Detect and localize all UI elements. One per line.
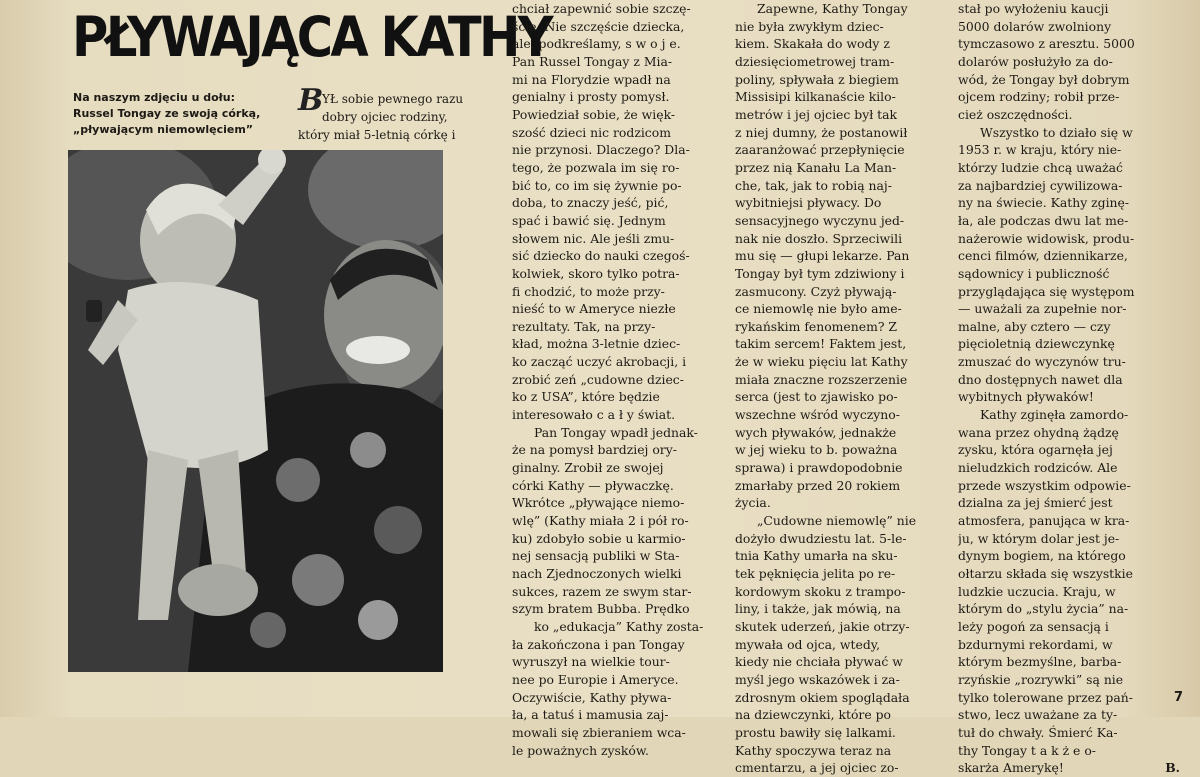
column-line: Pan Russel Tongay z Mia-: [512, 53, 673, 69]
page-number: 7: [1174, 690, 1184, 705]
column-line: ginalny. Zrobił ze swojej: [512, 460, 664, 476]
column-line: wód, że Tongay był dobrym: [958, 71, 1130, 87]
column-line: ła, ale podczas dwu lat me-: [958, 212, 1129, 228]
column-line: mu się — głupi lekarze. Pan: [735, 248, 910, 264]
column-line: ce niemowlę nie było ame-: [735, 301, 902, 317]
column-line: chciał zapewnić sobie szczę-: [512, 1, 691, 16]
column-line: wana przez ohydną żądzę: [958, 424, 1119, 440]
column-line: przez nią Kanału La Man-: [735, 159, 897, 175]
column-line: Missisipi kilkanaście kilo-: [735, 89, 896, 105]
column-line: dynym bogiem, na którego: [958, 548, 1126, 564]
column-line: liny, i także, jak mówią, na: [735, 601, 901, 617]
column-line: genialny i prosty pomysł.: [512, 89, 670, 105]
column-line: którzy ludzie chcą uważać: [958, 159, 1123, 175]
column-line: kład, można 3-letnie dziec-: [512, 336, 681, 352]
column-line: ku) zdobyło sobie u karmio-: [512, 530, 686, 546]
intro-line: dobry ojciec rodziny,: [322, 110, 448, 124]
column-line: ła, a tatuś i mamusia zaj-: [512, 707, 669, 723]
caption-line: „pływającym niemowlęciem”: [73, 123, 254, 136]
column-line: przede wszystkim odpowie-: [958, 477, 1131, 493]
column-line: nieludzkich rodziców. Ale: [958, 460, 1118, 476]
column-line: mywała od ojca, wtedy,: [735, 636, 881, 652]
text-column-1: [512, 0, 722, 759]
column-line: dziesięciometrowej tram-: [735, 53, 895, 69]
column-line: „Cudowne niemowlę” nie: [757, 513, 917, 529]
column-line: skarża Amerykę!: [958, 760, 1064, 776]
column-line: nach Zjednoczonych wielki: [512, 566, 682, 581]
column-line: dzialna za jej śmierć jest: [958, 495, 1113, 511]
column-line: Oczywiście, Kathy pływa-: [512, 689, 672, 705]
column-line: dożyło dwudziestu lat. 5-le-: [735, 530, 907, 546]
column-line: metrów i jej ojciec był tak: [735, 106, 898, 122]
column-line: nee po Europie i Ameryce.: [512, 671, 679, 687]
column-line: Wkrótce „pływające niemo-: [512, 495, 685, 511]
column-line: tylko tolerowane przez pań-: [958, 689, 1133, 705]
column-line: Tongay był tym zdziwiony i: [735, 265, 905, 281]
column-line: nieść to w Ameryce niezłe: [512, 301, 676, 317]
column-line: rykańskim fenomenem? Z: [735, 318, 898, 334]
column-line: zmarłaby przed 20 rokiem: [735, 477, 901, 493]
column-line: ny na świecie. Kathy zginę-: [958, 195, 1130, 211]
column-line: życia.: [735, 495, 771, 511]
column-line: sprawa) i prawdopodobnie: [735, 460, 903, 476]
column-line: wybitnych pływaków!: [958, 389, 1094, 405]
column-line: stwo, lecz uważane za ty-: [958, 707, 1118, 723]
author-signature: B.: [1165, 760, 1180, 776]
column-line: skutek uderzeń, jakie otrzy-: [735, 618, 910, 634]
column-line: tego, że pozwala im się ro-: [512, 159, 680, 175]
column-line: 5000 dolarów zwolniony: [958, 18, 1112, 34]
column-line: córki Kathy — pływaczkę.: [512, 477, 674, 493]
column-line: szym bratem Bubba. Prędko: [512, 601, 690, 617]
column-line: ko zacząć uczyć akrobacji, i: [512, 354, 687, 370]
column-line: fi chodzić, to może przy-: [512, 283, 665, 299]
column-line: ko z USA”, które będzie: [512, 389, 660, 405]
column-line: wych pływaków, jednakże: [735, 424, 897, 440]
article-title: PŁYWAJĄCA KATHY: [72, 5, 551, 69]
column-line: mi na Florydzie wpadł na: [512, 71, 671, 87]
column-line: za najbardziej cywilizowa-: [958, 177, 1123, 193]
column-line: kolwiek, skoro tylko potra-: [512, 265, 680, 281]
column-line: Pan Tongay wpadł jednak-: [534, 424, 698, 440]
column-line: słowem nic. Ale jeśli zmu-: [512, 230, 675, 246]
column-line: ła zakończona i pan Tongay: [512, 636, 685, 652]
intro-line: który miał 5-letnią córkę i: [298, 128, 456, 142]
column-line: rezultaty. Tak, na przy-: [512, 318, 656, 334]
column-line: dno dostępnych nawet dla: [958, 371, 1123, 387]
column-line: ale, podkreślamy, s w o j e.: [512, 36, 681, 52]
column-line: stał po wyłożeniu kaucji: [958, 1, 1109, 16]
column-line: pięcioletnią dziewczynkę: [958, 336, 1115, 352]
column-line: tnia Kathy umarła na sku-: [735, 548, 898, 564]
column-line: kiedy nie chciała pływać w: [735, 654, 903, 670]
column-line: zdrosnym okiem spoglądała: [735, 689, 910, 705]
column-line: Wszystko to działo się w: [980, 124, 1133, 140]
column-line: wlę” (Kathy miała 2 i pół ro-: [512, 513, 689, 529]
column-line: zysku, która ogarnęła jej: [958, 442, 1113, 458]
column-line: interesowało c a ł y świat.: [512, 407, 676, 423]
column-line: prostu bawiły się lalkami.: [735, 724, 896, 740]
column-line: nie była zwykłym dziec-: [735, 18, 884, 34]
column-line: — uważali za zupełnie nor-: [958, 301, 1127, 317]
column-line: 1953 r. w kraju, który nie-: [958, 142, 1122, 158]
column-line: atmosfera, panująca w kra-: [958, 513, 1130, 529]
column-line: zmuszać do wyczynów tru-: [958, 354, 1126, 370]
text-column-3: [958, 0, 1180, 777]
column-line: miała znaczne rozszerzenie: [735, 371, 908, 387]
column-line: tymczasowo z aresztu. 5000: [958, 36, 1135, 52]
column-line: rzyńskie „rozrywki” są nie: [958, 671, 1124, 687]
caption-line: Russel Tongay ze swoją córką,: [73, 107, 261, 120]
column-line: nażerowie widowisk, produ-: [958, 230, 1135, 246]
column-line: szość dzieci nic rodzicom: [512, 124, 671, 140]
column-line: zrobić zeń „cudowne dziec-: [512, 371, 684, 387]
column-line: sukces, razem ze swym star-: [512, 583, 692, 599]
column-line: sądownicy i publiczność: [958, 265, 1110, 281]
column-line: mowali się zbieraniem wca-: [512, 724, 686, 740]
column-line: tek pęknięcia jelita po re-: [735, 566, 896, 581]
column-line: Powiedział sobie, że więk-: [512, 106, 676, 122]
column-line: bić to, co im się żywnie po-: [512, 177, 682, 193]
text-column-2: [735, 0, 947, 777]
column-line: spać i bawić się. Jednym: [512, 212, 666, 228]
column-line: z niej dumny, że postanowił: [735, 124, 908, 140]
column-line: Zapewne, Kathy Tongay: [757, 1, 908, 16]
caption-line: Na naszym zdjęciu u dołu:: [73, 91, 235, 104]
column-line: dolarów posłużyło za do-: [958, 53, 1113, 69]
column-line: takim sercem! Faktem jest,: [735, 336, 907, 352]
column-line: malne, aby cztero — czy: [958, 318, 1111, 334]
column-line: w jej wieku to b. poważna: [735, 442, 898, 458]
column-line: kiem. Skakała do wody z: [735, 36, 890, 52]
column-line: którym bezmyślne, barba-: [958, 654, 1122, 670]
column-line: ko „edukacja” Kathy zosta-: [534, 618, 704, 634]
column-line: nej sensacją publiki w Sta-: [512, 548, 680, 564]
column-line: ście. Nie szczęście dziecka,: [512, 18, 685, 34]
column-line: che, tak, jak to robią naj-: [735, 177, 892, 193]
column-line: nie przynosi. Dlaczego? Dla-: [512, 142, 690, 158]
column-line: przyglądająca się występom: [958, 283, 1135, 299]
column-line: leży pogoń za sensacją i: [958, 618, 1109, 634]
photo-illustration: [68, 150, 443, 672]
column-line: ojcem rodziny; robił prze-: [958, 89, 1120, 105]
column-line: doba, to znaczy jeść, pić,: [512, 195, 669, 211]
column-line: którym do „stylu życia” na-: [958, 601, 1129, 617]
column-line: le poważnych zysków.: [512, 742, 649, 758]
column-line: wybitniejsi pływacy. Do: [735, 195, 882, 211]
column-line: tuł do chwały. Śmierć Ka-: [958, 724, 1118, 740]
column-line: że w wieku pięciu lat Kathy: [735, 354, 908, 370]
photo-father-and-daughter: [68, 150, 443, 672]
column-line: nak nie doszło. Sprzeciwili: [735, 230, 903, 246]
column-line: Kathy spoczywa teraz na: [735, 742, 892, 758]
column-line: myśl jego wskazówek i za-: [735, 671, 900, 687]
column-line: ludzkie uczucia. Kraju, w: [958, 583, 1116, 599]
column-line: thy Tongay t a k ż e o-: [958, 742, 1096, 758]
column-line: wszechne wśród wyczyno-: [735, 407, 900, 423]
column-line: ju, w którym dolar jest je-: [958, 530, 1120, 546]
column-line: bzdurnymi rekordami, w: [958, 636, 1113, 652]
column-line: ołtarzu składa się wszystkie: [958, 566, 1133, 581]
column-line: zaaranżować przepłynięcie: [735, 142, 905, 158]
photo-caption: [73, 90, 285, 138]
column-line: cenci filmów, dziennikarze,: [958, 248, 1128, 264]
intro-paragraph: [298, 90, 498, 144]
column-line: na dziewczynki, które po: [735, 707, 891, 723]
column-line: poliny, spływała z biegiem: [735, 71, 899, 87]
column-line: serca (jest to zjawisko po-: [735, 389, 898, 405]
column-line: że na pomysł bardziej ory-: [512, 442, 677, 458]
column-line: kordowym skoku z trampo-: [735, 583, 906, 599]
column-line: sić dziecko do nauki czegoś-: [512, 248, 690, 264]
drop-cap: B: [298, 83, 324, 118]
column-line: cmentarzu, a jej ojciec zo-: [735, 760, 899, 776]
intro-line: YŁ sobie pewnego razu: [322, 92, 464, 106]
column-line: zasmucony. Czyż pływają-: [735, 283, 897, 299]
column-line: wyruszył na wielkie tour-: [512, 654, 670, 670]
column-line: cież oszczędności.: [958, 106, 1073, 122]
column-line: sensacyjnego wyczynu jed-: [735, 212, 905, 228]
column-line: Kathy zginęła zamordo-: [980, 407, 1129, 423]
